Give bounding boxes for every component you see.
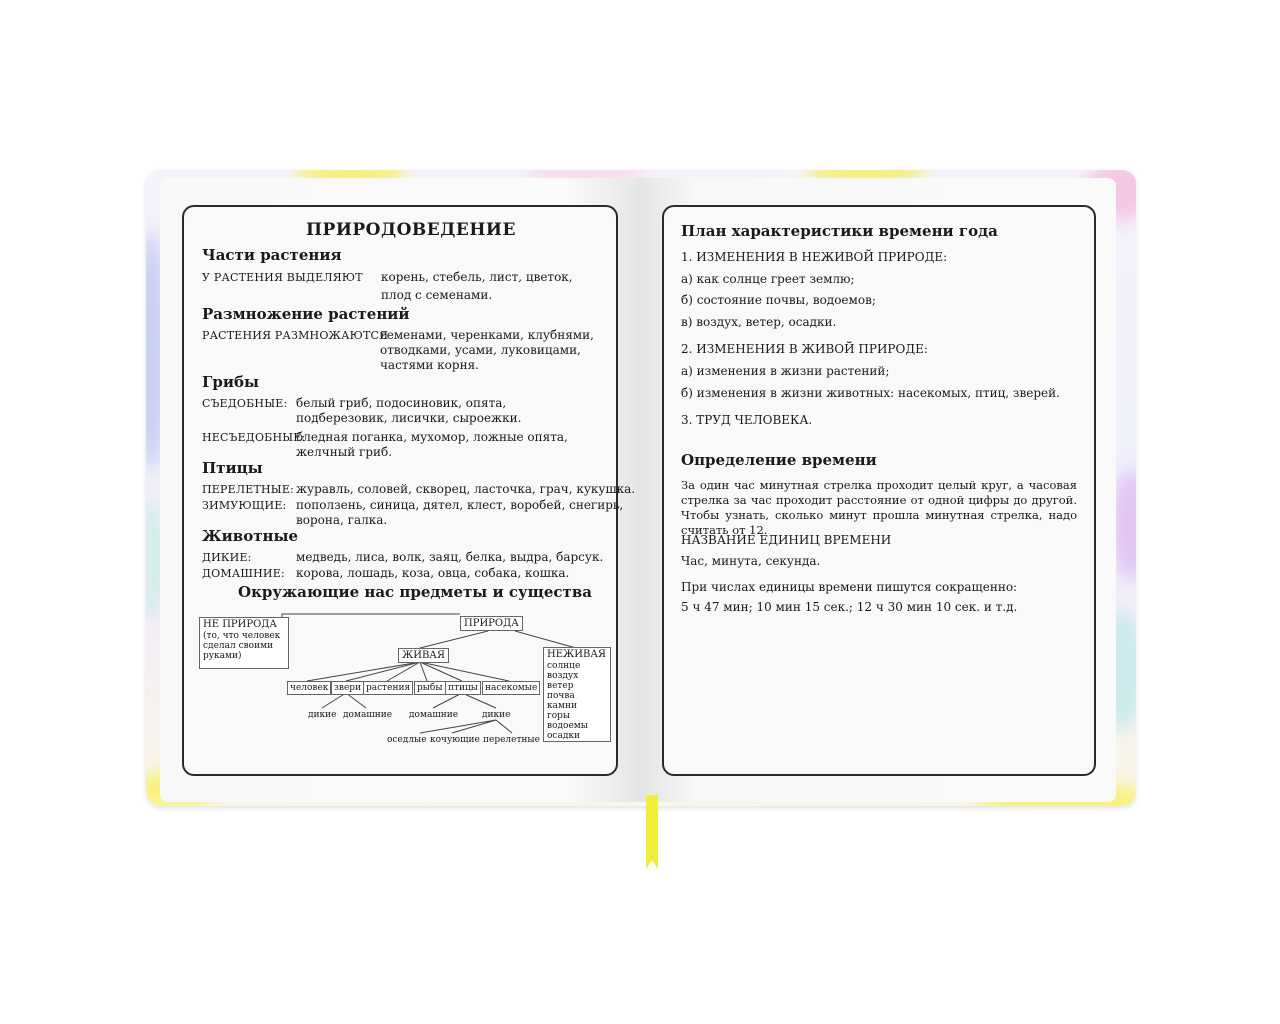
- nonliving-title: НЕЖИВАЯ: [547, 649, 606, 660]
- wintering-text: поползень, синица, дятел, клест, воробей, снегирь,: [296, 498, 624, 512]
- section-heading-birds: Птицы: [202, 459, 263, 477]
- nonliving-item: почва: [547, 691, 575, 701]
- page-title: ПРИРОДОВЕДЕНИЕ: [306, 220, 516, 240]
- edible-label: СЪЕДОБНЫЕ:: [202, 397, 288, 410]
- beasts-sub: дикие: [308, 710, 337, 720]
- abbr-note: При числах единицы времени пишутся сокращенно:: [681, 580, 1018, 594]
- beasts-sub: домашние: [343, 710, 393, 720]
- plan-subitem: в) воздух, ветер, осадки.: [681, 315, 837, 329]
- time-paragraph: За один час минутная стрелка проходит целый круг, а часовая стрелка за час проходит расстояние от одной цифры до другой. Чтобы узнать, сколько минут прошла минутная стрелка, надо считать от 12.: [681, 478, 1077, 537]
- not-nature-title: НЕ ПРИРОДА: [203, 619, 277, 630]
- reproduction-label: РАСТЕНИЯ РАЗМНОЖАЮТСЯ: [202, 329, 389, 342]
- wild-birds-sub: оседлые: [387, 735, 427, 745]
- nonliving-item: осадки: [547, 731, 580, 741]
- inedible-text: желчный гриб.: [296, 445, 393, 459]
- group-box: растения: [363, 681, 413, 695]
- group-box: птицы: [445, 681, 481, 695]
- season-plan-heading: План характеристики времени года: [681, 222, 998, 240]
- group-box: человек: [287, 681, 331, 695]
- group-box: звери: [331, 681, 364, 695]
- plan-subitem: а) изменения в жизни растений;: [681, 364, 890, 378]
- plant-parts-text: плод с семенами.: [381, 288, 493, 302]
- nonliving-item: камни: [547, 701, 577, 711]
- nonliving-item: ветер: [547, 681, 574, 691]
- domestic-animals-label: ДОМАШНИЕ:: [202, 567, 285, 580]
- domestic-animals-text: корова, лошадь, коза, овца, собака, кошка.: [296, 566, 570, 580]
- wild-birds-sub: кочующие: [430, 735, 480, 745]
- plant-parts-label: У РАСТЕНИЯ ВЫДЕЛЯЮТ: [202, 271, 363, 284]
- group-box: насекомые: [482, 681, 540, 695]
- plan-subitem: б) состояние почвы, водоемов;: [681, 293, 876, 307]
- diagram-heading: Окружающие нас предметы и существа: [238, 583, 592, 601]
- wild-birds-sub: перелетные: [483, 735, 540, 745]
- inedible-label: НЕСЪЕДОБНЫЕ:: [202, 431, 306, 444]
- plan-subitem: б) изменения в жизни животных: насекомых, птиц, зверей.: [681, 386, 1060, 400]
- migratory-text: журавль, соловей, скворец, ласточка, грач, кукушка.: [296, 482, 636, 496]
- section-heading-plant-parts: Части растения: [202, 246, 342, 264]
- abbr-examples: 5 ч 47 мин; 10 мин 15 сек.; 12 ч 30 мин 10 сек. и т.д.: [681, 600, 1018, 614]
- reproduction-text: частями корня.: [380, 358, 479, 372]
- birds-sub: дикие: [482, 710, 511, 720]
- nonliving-item: воздух: [547, 671, 579, 681]
- edible-text: подберезовик, лисички, сыроежки.: [296, 411, 522, 425]
- wintering-label: ЗИМУЮЩИЕ:: [202, 499, 287, 512]
- inedible-text: бледная поганка, мухомор, ложные опята,: [296, 430, 568, 444]
- group-box: рыбы: [414, 681, 446, 695]
- nonliving-item: водоемы: [547, 721, 588, 731]
- plan-item: 3. ТРУД ЧЕЛОВЕКА.: [681, 413, 813, 427]
- not-nature-desc: руками): [203, 651, 242, 661]
- wintering-text: ворона, галка.: [296, 513, 388, 527]
- section-heading-reproduction: Размножение растений: [202, 305, 410, 323]
- time-units-heading: НАЗВАНИЕ ЕДИНИЦ ВРЕМЕНИ: [681, 533, 892, 547]
- nonliving-item: горы: [547, 711, 571, 721]
- plan-item: 2. ИЗМЕНЕНИЯ В ЖИВОЙ ПРИРОДЕ:: [681, 342, 928, 356]
- plan-subitem: а) как солнце греет землю;: [681, 272, 855, 286]
- living-box: ЖИВАЯ: [398, 648, 449, 663]
- wild-animals-label: ДИКИЕ:: [202, 551, 252, 564]
- wild-animals-text: медведь, лиса, волк, заяц, белка, выдра, барсук.: [296, 550, 604, 564]
- birds-sub: домашние: [409, 710, 459, 720]
- nonliving-box: [543, 647, 611, 742]
- reproduction-text: отводками, усами, луковицами,: [380, 343, 581, 357]
- not-nature-box: [199, 617, 289, 669]
- time-units: Час, минута, секунда.: [681, 554, 821, 568]
- plant-parts-text: корень, стебель, лист, цветок,: [381, 270, 573, 284]
- section-heading-animals: Животные: [202, 527, 299, 545]
- nonliving-item: солнце: [547, 661, 581, 671]
- section-heading-mushrooms: Грибы: [202, 373, 260, 391]
- time-heading: Определение времени: [681, 451, 877, 469]
- edible-text: белый гриб, подосиновик, опята,: [296, 396, 507, 410]
- migratory-label: ПЕРЕЛЕТНЫЕ:: [202, 483, 294, 496]
- not-nature-desc: сделал своими: [203, 641, 274, 651]
- reproduction-text: семенами, черенками, клубнями,: [380, 328, 594, 342]
- not-nature-desc: (то, что человек: [203, 631, 281, 641]
- plan-item: 1. ИЗМЕНЕНИЯ В НЕЖИВОЙ ПРИРОДЕ:: [681, 250, 948, 264]
- nature-box: ПРИРОДА: [460, 616, 523, 631]
